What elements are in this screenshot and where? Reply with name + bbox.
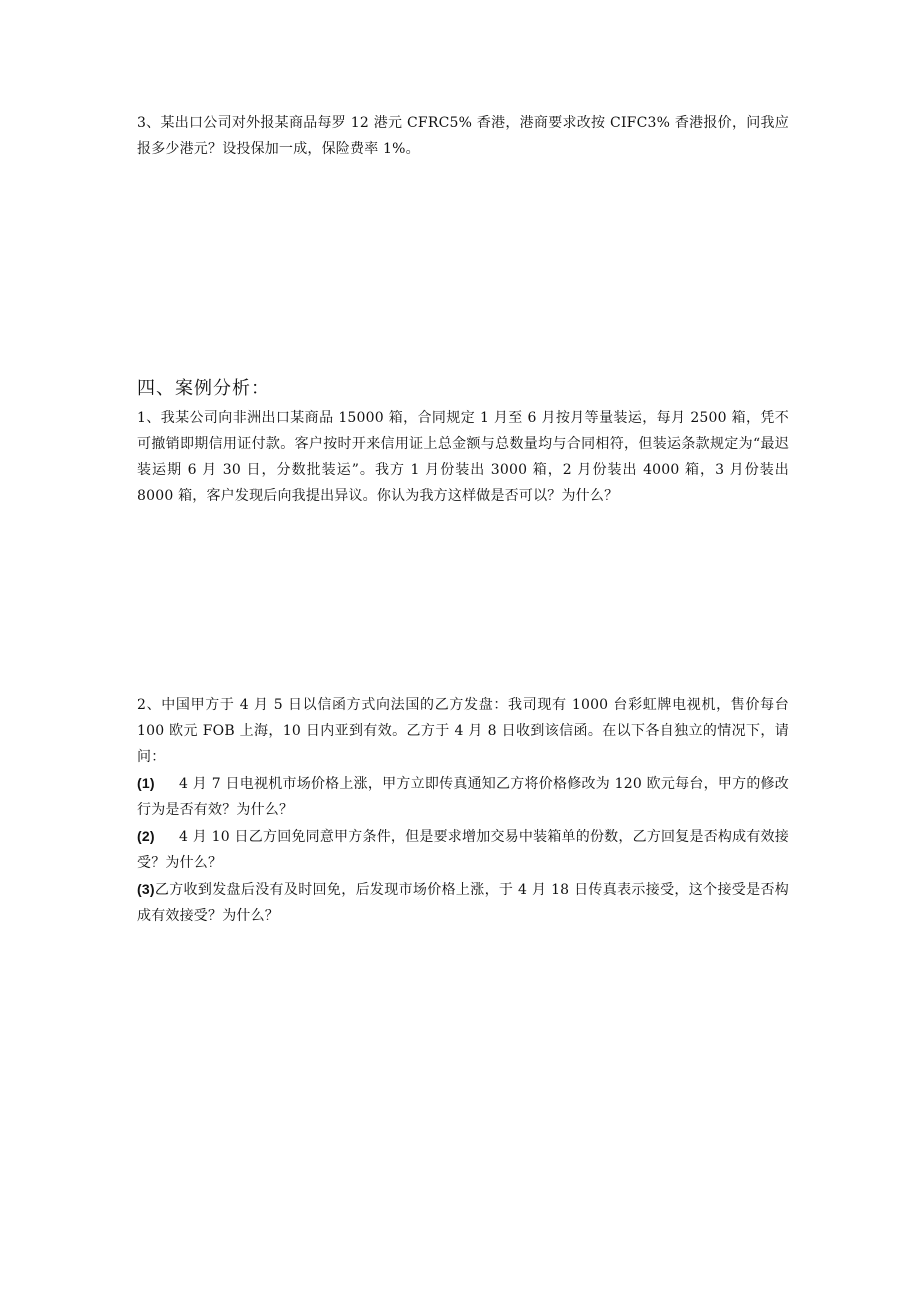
case-2-item-2 <box>137 823 789 876</box>
question-3 <box>137 110 789 162</box>
case-2-item-1-text: 4 月 7 日电视机市场价格上涨，甲方立即传真通知乙方将价格修改为 120 欧元每台，甲方的修改行为是否有效？为什么？ <box>137 776 789 818</box>
case-2 <box>137 692 789 929</box>
case-2-item-3-text: 乙方收到发盘后没有及时回免，后发现市场价格上涨，于 4 月 18 日传真表示接受，这个接受是否构成有效接受？为什么？ <box>137 882 789 924</box>
question-3-text: 3、某出口公司对外报某商品每罗 12 港元 CFRC5% 香港，港商要求改按 CIFC3% 香港报价，问我应报多少港元？设投保加一成，保险费率 1%。 <box>137 115 789 157</box>
case-2-item-1 <box>137 770 789 823</box>
case-2-item-1-label: (1) <box>137 775 155 791</box>
case-2-item-2-text: 4 月 10 日乙方回免同意甲方条件，但是要求增加交易中装箱单的份数，乙方回复是否构成有效接受？为什么？ <box>137 829 789 871</box>
case-2-item-3 <box>137 876 789 929</box>
case-2-item-2-label: (2) <box>137 828 155 844</box>
case-1 <box>137 405 789 509</box>
section-heading-case-analysis: 四、案例分析： <box>137 378 270 399</box>
case-2-item-3-label: (3) <box>137 881 155 897</box>
case-1-text: 1、我某公司向非洲出口某商品 15000 箱，合同规定 1 月至 6 月按月等量装运，每月 2500 箱，凭不可撤销即期信用证付款。客户按时开来信用证上总金额与总数量均与合同相符，但装运条款规定为“最迟装运期 6 月 30 日，分数批装运”。我方 1 月份装出 3000 箱，2 月份装出 4000 箱，3 月份装出 8000 箱，客户发现后向我提出异议。你认为我方这样做是否可以？为什么？ <box>137 410 789 504</box>
case-2-intro: 2、中国甲方于 4 月 5 日以信函方式向法国的乙方发盘：我司现有 1000 台彩虹牌电视机，售价每台 100 欧元 FOB 上海，10 日内亚到有效。乙方于 4 月 8 日收到该信函。在以下各自独立的情况下，请问： <box>137 697 789 765</box>
